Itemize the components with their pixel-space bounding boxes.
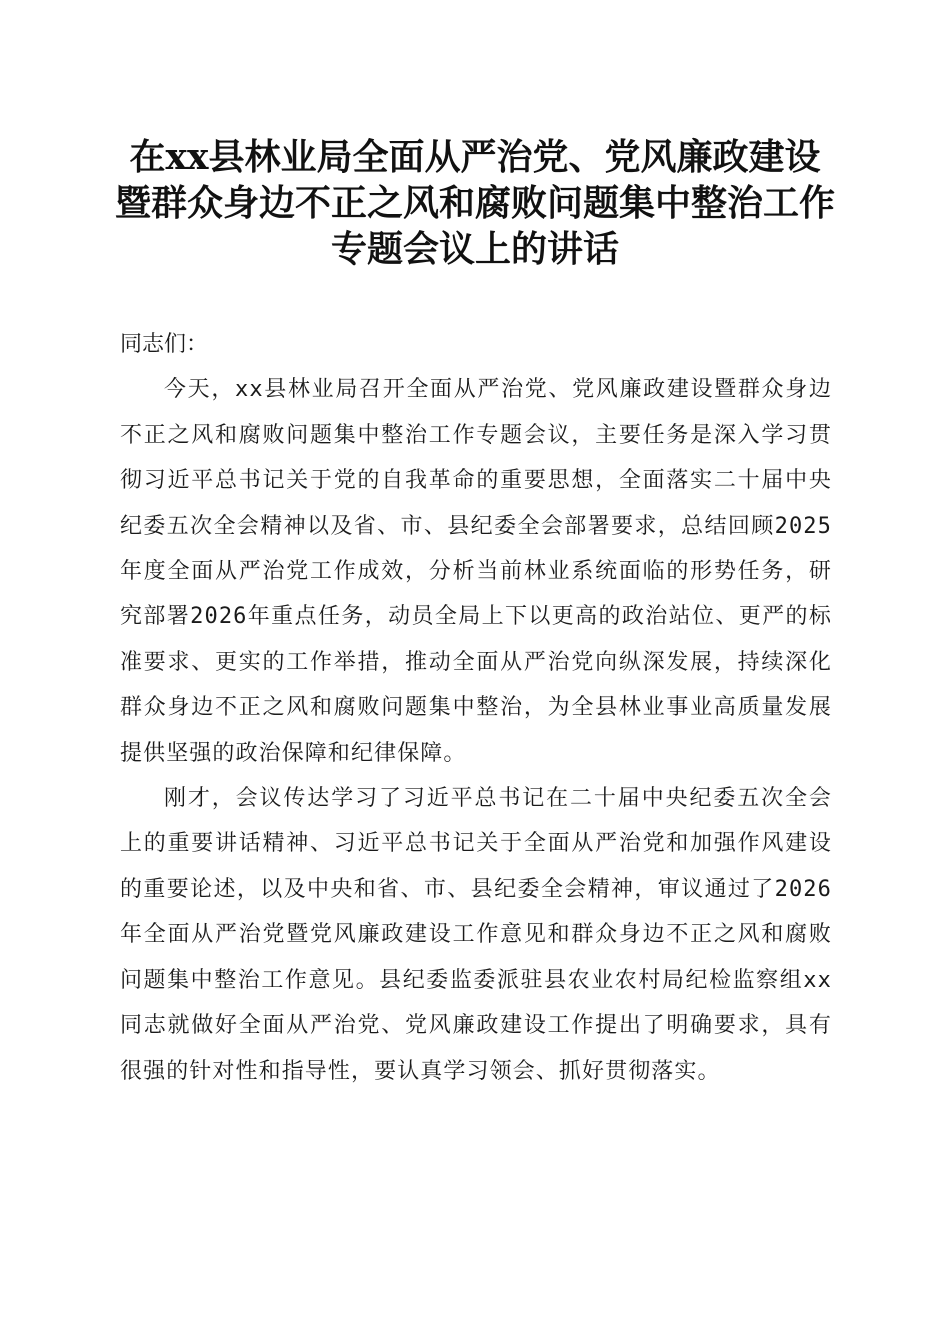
paragraph-1: 今天，xx县林业局召开全面从严治党、党风廉政建设暨群众身边不正之风和腐败问题集中整治工作专题会议，主要任务是深入学习贯彻习近平总书记关于党的自我革命的重要思想，全面落实二十届中央纪委五次全会精神以及省、市、县纪委全会部署要求，总结回顾2025年度全面从严治党工作成效，分析当前林业系统面临的形势任务，研究部署2026年重点任务，动员全局上下以更高的政治站位、更严的标准要求、更实的工作举措，推动全面从严治党向纵深发展，持续深化群众身边不正之风和腐败问题集中整治，为全县林业事业高质量发展提供坚强的政治保障和纪律保障。 (120, 377, 832, 766)
title-line-3: 专题会议上的讲话 (330, 228, 619, 270)
document-title (100, 134, 850, 272)
document-body (120, 322, 832, 1094)
title-line-2: 暨群众身边不正之风和腐败问题集中整治工作 (114, 182, 835, 224)
paragraph-2: 刚才，会议传达学习了习近平总书记在二十届中央纪委五次全会上的重要讲话精神、习近平总书记关于全面从严治党和加强作风建设的重要论述，以及中央和省、市、县纪委全会精神，审议通过了2026年全面从严治党暨党风廉政建设工作意见和群众身边不正之风和腐败问题集中整治工作意见。县纪委监委派驻县农业农村局纪检监察组xx同志就做好全面从严治党、党风廉政建设工作提出了明确要求，具有很强的针对性和指导性，要认真学习领会、抓好贯彻落实。 (120, 786, 832, 1084)
title-line-1: 在xx县林业局全面从严治党、党风廉政建设 (129, 136, 821, 178)
salutation: 同志们： (120, 332, 209, 357)
